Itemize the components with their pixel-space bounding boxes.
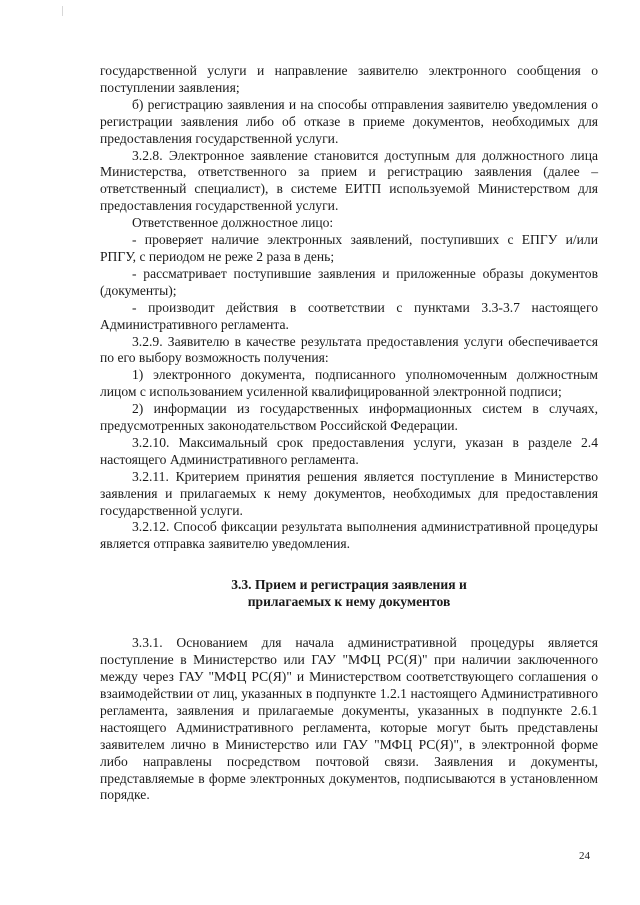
paragraphs-before-heading [100, 63, 598, 553]
paragraph: б) регистрацию заявления и на способы отправления заявителю уведомления о регистрации заявления либо об отказе в приеме документов, необходимых для предоставления государственной услуги. [100, 96, 598, 146]
paragraph: 3.2.10. Максимальный срок предоставления услуги, указан в разделе 2.4 настоящего Административного регламента. [100, 434, 598, 467]
paragraph: 3.2.8. Электронное заявление становится доступным для должностного лица Министерства, ответственного за прием и регистрацию заявления (далее – ответственный специалист), в системе ЕИТП используемой Министерством для предоставления государственной услуги. [100, 147, 598, 214]
page-number: 24 [579, 850, 590, 862]
paragraph: 1) электронного документа, подписанного уполномоченным должностным лицом с использованием усиленной квалифицированной электронной подписи; [100, 367, 598, 400]
paragraph: - производит действия в соответствии с пунктами 3.3-3.7 настоящего Административного регламента. [100, 299, 598, 332]
paragraph: 3.2.11. Критерием принятия решения является поступление в Министерство заявления и прилагаемых к нему документов, необходимых для предоставления государственной услуги. [100, 468, 598, 518]
paragraph: государственной услуги и направление заявителю электронного сообщения о поступлении заявления; [100, 63, 598, 95]
paragraph: - проверяет наличие электронных заявлений, поступивших с ЕПГУ и/или РПГУ, с периодом не реже 2 раза в день; [100, 232, 598, 264]
document-body [100, 63, 598, 804]
paragraph: 3.2.12. Способ фиксации результата выполнения административной процедуры является отправка заявителю уведомления. [100, 519, 598, 552]
paragraphs-after-heading [100, 635, 598, 804]
paragraph: 3.2.9. Заявителю в качестве результата предоставления услуги обеспечивается по его выбору возможность получения: [100, 333, 598, 366]
paragraph: - рассматривает поступившие заявления и приложенные образы документов (документы); [100, 265, 598, 298]
scan-margin-mark [62, 6, 63, 16]
paragraph: 2) информации из государственных информационных систем в случаях, предусмотренных законодательством Российской Федерации. [100, 401, 598, 434]
section-heading-line-2: прилагаемых к нему документов [247, 594, 451, 610]
section-heading [100, 576, 598, 610]
paragraph: Ответственное должностное лицо: [132, 215, 334, 231]
section-heading-line-1: 3.3. Прием и регистрация заявления и [231, 577, 467, 593]
paragraph: 3.3.1. Основанием для начала административной процедуры является поступление в Министерство или ГАУ "МФЦ РС(Я)" при наличии заключенного между через ГАУ "МФЦ РС(Я)" и Министерством соответствующего соглашения о взаимодействии от лиц, указанных в подпункте 1.2.1 настоящего Административного регламента, заявления и прилагаемые документы, указанных в подпункте 2.6.1 настоящего Административного регламента, которые могут быть представлены заявителем лично в Министерство или ГАУ "МФЦ РС(Я)", в электронной форме либо направлены посредством почтовой связи. Заявления и документы, представляемые в форме электронных документов, подписываются в установленном порядке. [100, 635, 598, 803]
